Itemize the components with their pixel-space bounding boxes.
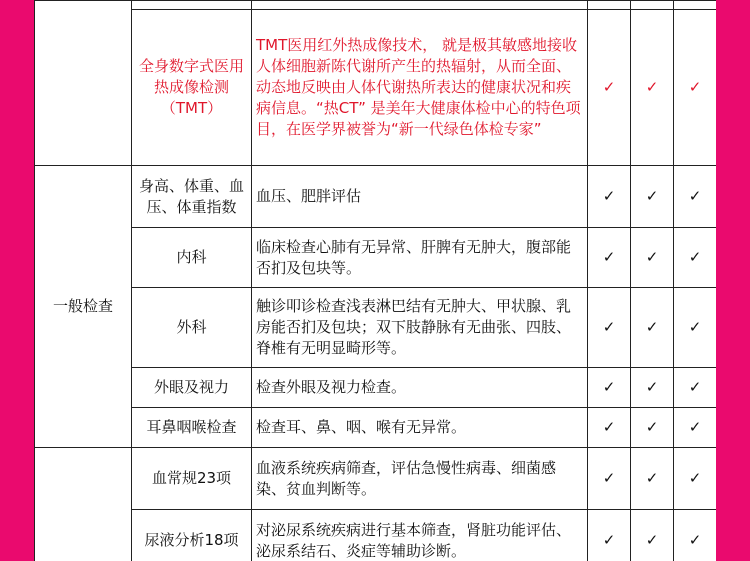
check-cell bbox=[588, 1, 631, 10]
item-cell bbox=[132, 288, 252, 368]
item-description: 检查外眼及视力检查。 bbox=[256, 378, 407, 396]
check-cell bbox=[674, 408, 717, 448]
check-mark: ✓ bbox=[602, 378, 616, 396]
item-description: 临床检查心肺有无异常、肝脾有无肿大，腹部能否扪及包块等。 bbox=[256, 237, 572, 277]
exam-table-sheet bbox=[34, 0, 716, 561]
description-cell bbox=[252, 228, 588, 288]
check-mark: ✓ bbox=[645, 469, 659, 487]
check-cell bbox=[674, 228, 717, 288]
item-cell bbox=[132, 228, 252, 288]
check-cell bbox=[631, 10, 674, 166]
check-mark: ✓ bbox=[688, 418, 702, 436]
item-description: 检查耳、鼻、咽、喉有无异常。 bbox=[256, 418, 467, 436]
check-mark: ✓ bbox=[602, 469, 616, 487]
check-cell bbox=[631, 228, 674, 288]
item-cell bbox=[132, 166, 252, 228]
check-mark: ✓ bbox=[688, 78, 702, 96]
check-cell bbox=[631, 510, 674, 561]
check-mark: ✓ bbox=[602, 248, 616, 266]
check-mark: ✓ bbox=[688, 248, 702, 266]
table-row bbox=[35, 228, 717, 288]
item-description: TMT医用红外热成像技术， 就是极其敏感地接收人体细胞新陈代谢所产生的热辐射，从而全面、动态地反映由人体代谢热所表达的健康状况和疾病信息。“热CT” 是美年大健康体检中心的特色项目，在医学界被誉为“新一代绿色体检专家” bbox=[256, 36, 581, 138]
check-mark: ✓ bbox=[645, 378, 659, 396]
table-row bbox=[35, 408, 717, 448]
check-cell bbox=[588, 166, 631, 228]
check-cell bbox=[674, 1, 717, 10]
check-mark: ✓ bbox=[645, 531, 659, 549]
check-mark: ✓ bbox=[602, 418, 616, 436]
category-cell-lab bbox=[35, 448, 132, 561]
item-cell bbox=[132, 1, 252, 10]
check-mark: ✓ bbox=[602, 318, 616, 336]
category-cell bbox=[35, 1, 132, 166]
check-cell bbox=[631, 1, 674, 10]
item-name: 身高、体重、血压、体重指数 bbox=[138, 176, 244, 216]
description-cell bbox=[252, 1, 588, 10]
item-name: 全身数字式医用热成像检测（TMT） bbox=[138, 57, 244, 117]
item-cell-tmt bbox=[132, 10, 252, 166]
check-mark: ✓ bbox=[688, 378, 702, 396]
check-mark: ✓ bbox=[688, 469, 702, 487]
check-cell bbox=[674, 166, 717, 228]
check-cell bbox=[674, 368, 717, 408]
description-cell bbox=[252, 448, 588, 510]
item-cell bbox=[132, 368, 252, 408]
check-mark: ✓ bbox=[645, 187, 659, 205]
check-mark: ✓ bbox=[602, 531, 616, 549]
description-cell bbox=[252, 510, 588, 561]
item-name: 外眼及视力 bbox=[153, 378, 229, 396]
item-name: 内科 bbox=[176, 248, 207, 266]
description-cell bbox=[252, 368, 588, 408]
check-cell bbox=[631, 166, 674, 228]
check-cell bbox=[588, 408, 631, 448]
check-cell bbox=[674, 448, 717, 510]
table-row bbox=[35, 288, 717, 368]
check-cell bbox=[588, 228, 631, 288]
check-cell bbox=[588, 510, 631, 561]
description-cell bbox=[252, 166, 588, 228]
check-cell bbox=[631, 368, 674, 408]
check-cell bbox=[674, 288, 717, 368]
item-cell bbox=[132, 510, 252, 561]
check-cell bbox=[631, 408, 674, 448]
check-cell bbox=[674, 510, 717, 561]
description-cell-tmt bbox=[252, 10, 588, 166]
table-row-tmt bbox=[35, 10, 717, 166]
check-mark: ✓ bbox=[688, 531, 702, 549]
check-cell bbox=[588, 10, 631, 166]
check-mark: ✓ bbox=[602, 78, 616, 96]
description-cell bbox=[252, 408, 588, 448]
exam-package-table bbox=[34, 0, 716, 561]
check-mark: ✓ bbox=[688, 318, 702, 336]
check-mark: ✓ bbox=[645, 78, 659, 96]
check-mark: ✓ bbox=[645, 418, 659, 436]
item-name: 尿液分析18项 bbox=[144, 531, 239, 549]
check-cell bbox=[631, 288, 674, 368]
item-name: 耳鼻咽喉检查 bbox=[146, 418, 237, 436]
check-cell bbox=[588, 368, 631, 408]
table-row bbox=[35, 510, 717, 561]
item-description: 血压、肥胖评估 bbox=[256, 187, 362, 205]
category-label: 一般检查 bbox=[52, 297, 113, 315]
table-row bbox=[35, 368, 717, 408]
description-cell bbox=[252, 288, 588, 368]
check-cell bbox=[631, 448, 674, 510]
category-cell-general bbox=[35, 166, 132, 448]
item-cell bbox=[132, 448, 252, 510]
check-mark: ✓ bbox=[688, 187, 702, 205]
table-row bbox=[35, 448, 717, 510]
table-row bbox=[35, 166, 717, 228]
item-name: 外科 bbox=[176, 318, 207, 336]
check-mark: ✓ bbox=[602, 187, 616, 205]
item-cell bbox=[132, 408, 252, 448]
item-name: 血常规23项 bbox=[151, 469, 232, 487]
table-row-top-partial bbox=[35, 1, 717, 10]
check-cell bbox=[674, 10, 717, 166]
item-description: 触诊叩诊检查浅表淋巴结有无肿大、甲状腺、乳房能否扪及包块；双下肢静脉有无曲张、四肢、脊椎有无明显畸形等。 bbox=[256, 297, 572, 357]
check-cell bbox=[588, 448, 631, 510]
check-mark: ✓ bbox=[645, 318, 659, 336]
check-cell bbox=[588, 288, 631, 368]
item-description: 血液系统疾病筛查，评估急慢性病毒、细菌感染、贫血判断等。 bbox=[256, 458, 557, 498]
check-mark: ✓ bbox=[645, 248, 659, 266]
item-description: 对泌尿系统疾病进行基本筛查，肾脏功能评估、泌尿系结石、炎症等辅助诊断。 bbox=[256, 520, 572, 560]
